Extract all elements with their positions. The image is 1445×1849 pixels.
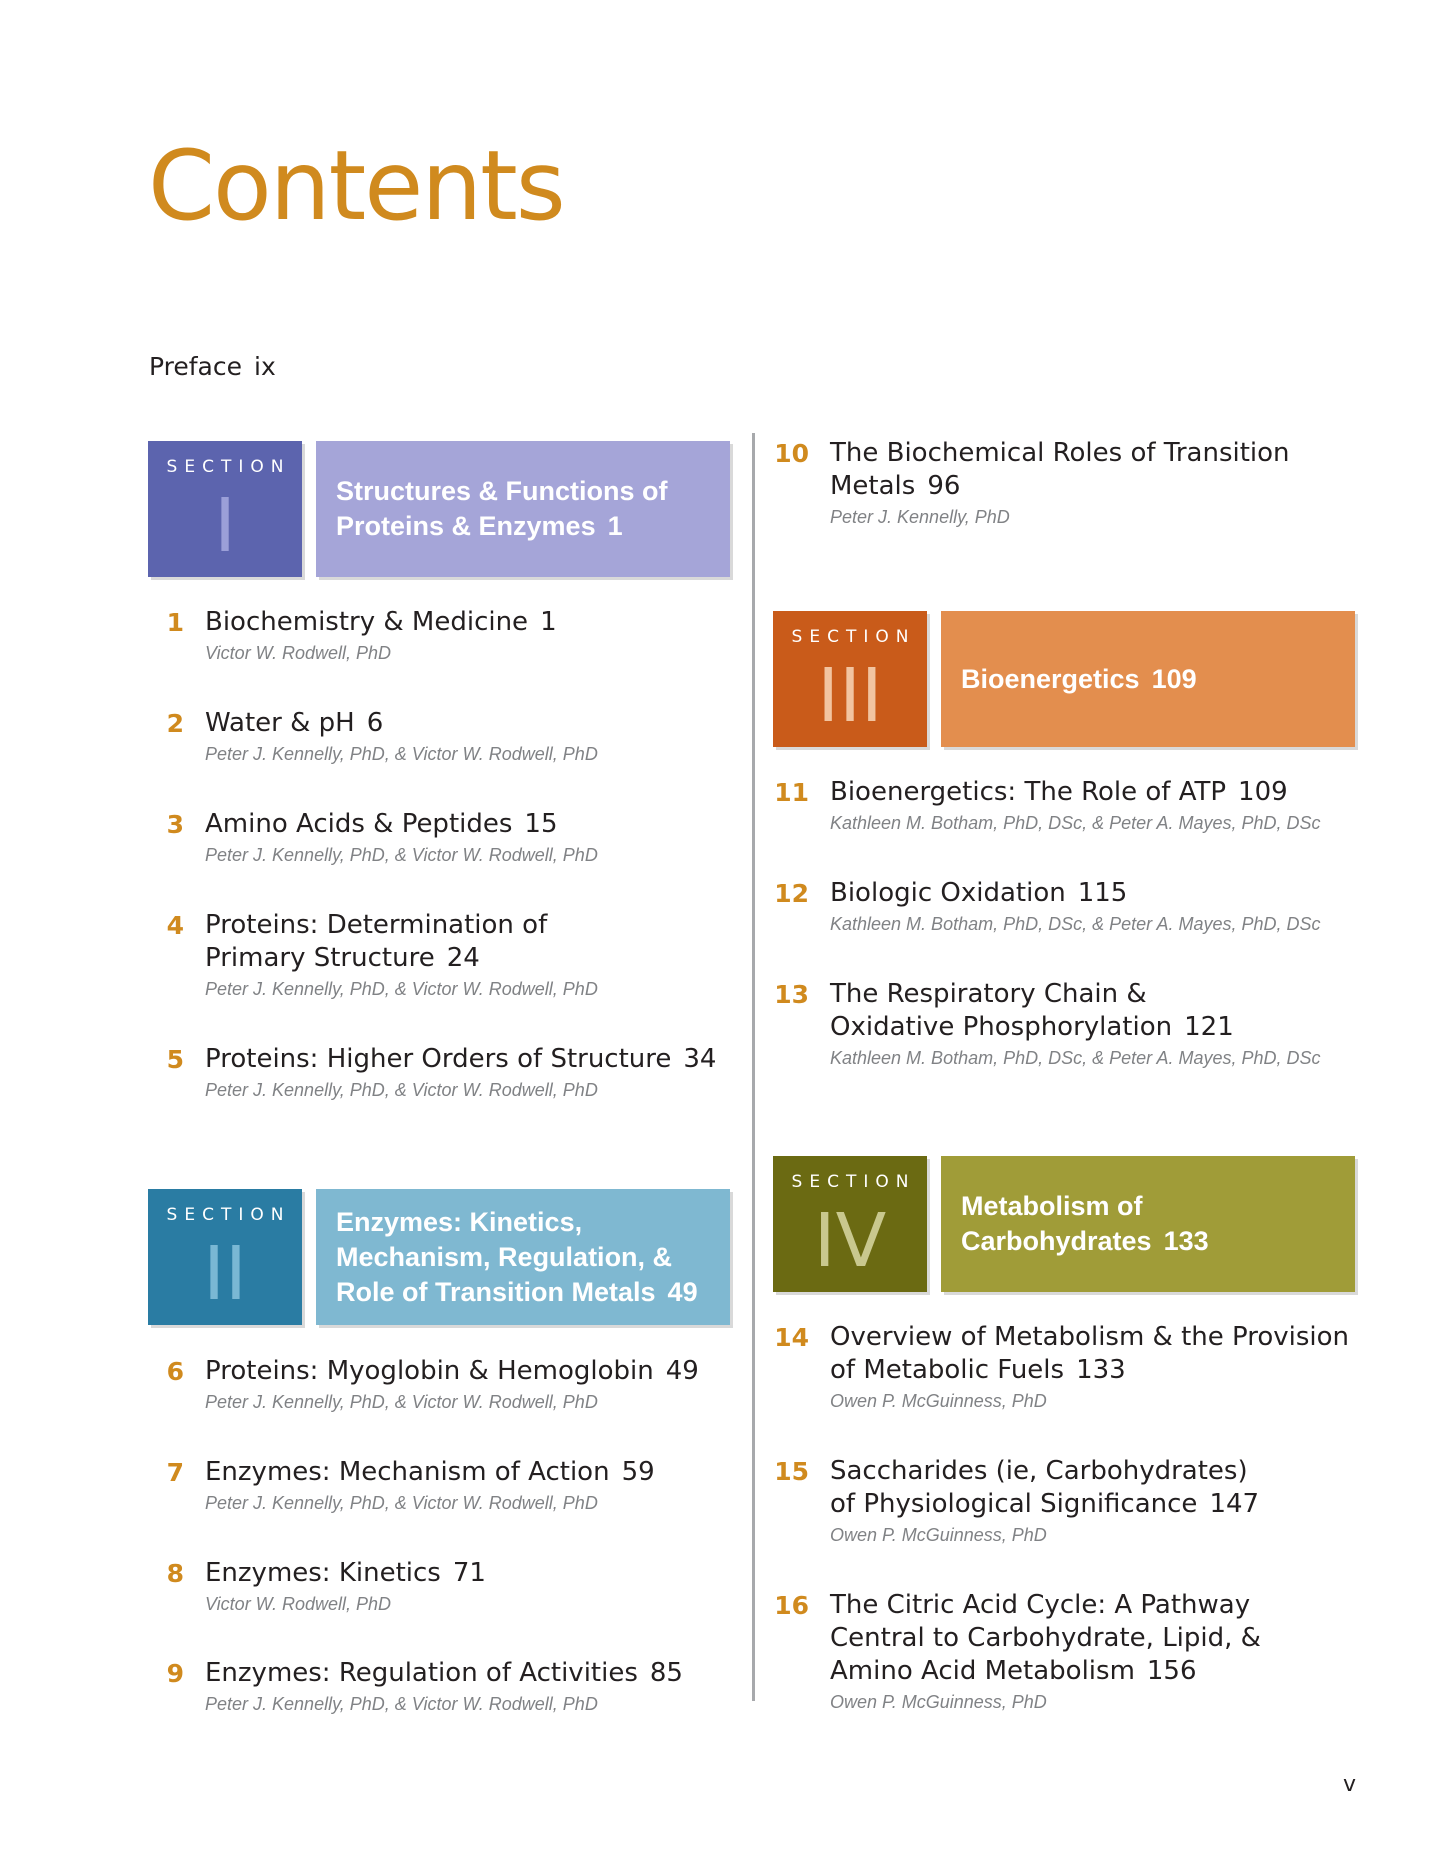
chapter-page: 49	[665, 1356, 699, 1386]
chapter-title	[205, 606, 728, 639]
chapter-page: 156	[1146, 1656, 1197, 1686]
chapter-entry[interactable]	[148, 1355, 728, 1414]
chapter-page: 96	[927, 471, 961, 501]
section-header-1[interactable]	[148, 441, 730, 577]
section-box	[773, 1156, 927, 1292]
chapter-title-text: The Citric Acid Cycle: A Pathway Central to Carbohydrate, Lipid, & Amino Acid Metabolism	[830, 1590, 1261, 1686]
chapter-author: Victor W. Rodwell, PhD	[205, 1594, 392, 1614]
chapter-author: Kathleen M. Botham, PhD, DSc, & Peter A. Mayes, PhD, DSc	[830, 813, 1321, 833]
chapter-number: 16	[774, 1591, 809, 1620]
chapter-entry[interactable]	[148, 909, 728, 1001]
chapter-author: Owen P. McGuinness, PhD	[830, 1391, 1047, 1411]
section-label: SECTION	[166, 457, 291, 477]
chapter-entry[interactable]	[148, 808, 728, 867]
chapter-title	[205, 1456, 728, 1489]
chapter-title	[830, 437, 1300, 503]
chapter-number: 13	[774, 980, 809, 1009]
section-header-2[interactable]	[148, 1189, 730, 1325]
chapter-author: Kathleen M. Botham, PhD, DSc, & Peter A. Mayes, PhD, DSc	[830, 1048, 1321, 1068]
section-numeral: I	[214, 483, 236, 569]
section-title-text: Metabolism of Carbohydrates	[961, 1191, 1152, 1256]
chapter-number: 7	[166, 1458, 184, 1487]
chapter-entry[interactable]	[773, 437, 1373, 529]
section-title	[336, 474, 676, 544]
chapter-title-text: Proteins: Myoglobin & Hemoglobin	[205, 1356, 654, 1386]
chapter-title-text: Biochemistry & Medicine	[205, 607, 529, 637]
section-title-box	[316, 441, 730, 577]
chapter-entry[interactable]	[148, 1657, 728, 1716]
chapter-title	[830, 1321, 1350, 1387]
chapter-number: 5	[166, 1045, 184, 1074]
chapter-entry[interactable]	[148, 606, 728, 665]
chapter-number: 14	[774, 1323, 809, 1352]
section-title-text: Enzymes: Kinetics, Mechanism, Regulation, & Role of Transition Metals	[336, 1206, 673, 1307]
section-title	[336, 1205, 716, 1310]
chapter-title-text: Proteins: Determination of Primary Structure	[205, 910, 548, 973]
chapter-entry[interactable]	[773, 877, 1373, 936]
chapter-author: Peter J. Kennelly, PhD, & Victor W. Rodwell, PhD	[205, 979, 598, 999]
chapter-page: 1	[540, 607, 557, 637]
chapter-number: 4	[166, 911, 184, 940]
chapter-number: 9	[166, 1659, 184, 1688]
chapter-page: 59	[621, 1457, 655, 1487]
chapter-page: 71	[452, 1558, 486, 1588]
chapter-title	[205, 1355, 728, 1388]
chapter-title-text: Overview of Metabolism & the Provision of Metabolic Fuels	[830, 1322, 1350, 1385]
section-page: 133	[1163, 1226, 1209, 1256]
section-label: SECTION	[791, 1172, 916, 1192]
section-box	[773, 611, 927, 747]
chapter-title	[205, 808, 728, 841]
chapter-title-text: Saccharides (ie, Carbohydrates) of Physiological Significance	[830, 1456, 1248, 1519]
chapter-page: 85	[649, 1658, 683, 1688]
chapter-author: Peter J. Kennelly, PhD, & Victor W. Rodwell, PhD	[205, 845, 598, 865]
chapter-title-text: Bioenergetics: The Role of ATP	[830, 777, 1227, 807]
chapter-number: 12	[774, 879, 809, 908]
preface-label: Preface	[149, 352, 242, 381]
section-box	[148, 1189, 302, 1325]
chapter-author: Kathleen M. Botham, PhD, DSc, & Peter A. Mayes, PhD, DSc	[830, 914, 1321, 934]
chapter-title-text: Biologic Oxidation	[830, 878, 1066, 908]
chapter-page: 147	[1209, 1489, 1260, 1519]
chapter-page: 34	[683, 1044, 717, 1074]
chapter-entry[interactable]	[773, 1589, 1373, 1714]
chapter-title	[205, 1043, 728, 1076]
section-title	[961, 662, 1197, 697]
chapter-author: Peter J. Kennelly, PhD, & Victor W. Rodwell, PhD	[205, 1493, 598, 1513]
section-page: 49	[667, 1276, 698, 1307]
chapter-title	[830, 1455, 1270, 1521]
chapter-entry[interactable]	[773, 978, 1373, 1070]
section-label: SECTION	[166, 1205, 291, 1225]
section-title-box	[941, 1156, 1355, 1292]
chapter-title-text: Water & pH	[205, 708, 355, 738]
section-page: 109	[1151, 663, 1197, 694]
chapter-number: 15	[774, 1457, 809, 1486]
chapter-page: 6	[366, 708, 384, 738]
chapter-author: Peter J. Kennelly, PhD, & Victor W. Rodwell, PhD	[205, 1392, 598, 1412]
chapter-page: 121	[1184, 1012, 1234, 1042]
section-title-text: Structures & Functions of Proteins & Enzymes	[336, 476, 668, 541]
chapter-title-text: The Biochemical Roles of Transition Metals	[830, 438, 1290, 501]
chapter-entry[interactable]	[148, 1043, 728, 1102]
section-page: 1	[607, 511, 623, 541]
page-number: v	[1343, 1772, 1357, 1797]
chapter-author: Owen P. McGuinness, PhD	[830, 1692, 1047, 1712]
chapter-author: Peter J. Kennelly, PhD, & Victor W. Rodwell, PhD	[205, 1080, 598, 1100]
chapter-number: 3	[166, 810, 184, 839]
page-title: Contents	[148, 130, 564, 242]
chapter-page: 24	[446, 943, 480, 973]
chapter-number: 11	[774, 778, 809, 807]
section-title-box	[316, 1189, 730, 1325]
chapter-author: Victor W. Rodwell, PhD	[205, 643, 392, 663]
chapter-author: Peter J. Kennelly, PhD, & Victor W. Rodwell, PhD	[205, 744, 598, 764]
preface-entry[interactable]	[149, 352, 276, 381]
section-numeral: III	[817, 653, 883, 739]
column-divider	[752, 433, 755, 1701]
chapter-page: 133	[1076, 1355, 1126, 1385]
chapter-entry[interactable]	[148, 1456, 728, 1515]
chapter-number: 2	[166, 709, 184, 738]
chapter-title	[830, 877, 1373, 910]
chapter-title	[205, 1657, 728, 1690]
section-title	[961, 1189, 1241, 1259]
chapter-number: 8	[166, 1559, 184, 1588]
section-numeral: II	[203, 1231, 247, 1317]
chapter-title-text: Enzymes: Mechanism of Action	[205, 1457, 610, 1487]
chapter-number: 1	[166, 608, 184, 637]
section-header-4[interactable]	[773, 1156, 1355, 1292]
section-label: SECTION	[791, 627, 916, 647]
chapter-title	[205, 707, 728, 740]
section-title-box	[941, 611, 1355, 747]
chapter-entry[interactable]	[773, 1455, 1373, 1547]
chapter-title	[205, 1557, 728, 1590]
chapter-title-text: Enzymes: Regulation of Activities	[205, 1658, 638, 1688]
chapter-title	[830, 1589, 1310, 1688]
section-numeral: IV	[813, 1198, 887, 1284]
chapter-title	[830, 776, 1373, 809]
chapter-number: 10	[774, 439, 809, 468]
chapter-author: Owen P. McGuinness, PhD	[830, 1525, 1047, 1545]
chapter-entry[interactable]	[773, 1321, 1373, 1413]
chapter-title	[830, 978, 1270, 1044]
chapter-title-text: The Respiratory Chain & Oxidative Phosphorylation	[830, 979, 1173, 1042]
chapter-author: Peter J. Kennelly, PhD, & Victor W. Rodwell, PhD	[205, 1694, 598, 1714]
chapter-title-text: Enzymes: Kinetics	[205, 1558, 441, 1588]
chapter-number: 6	[166, 1357, 184, 1386]
chapter-author: Peter J. Kennelly, PhD	[830, 507, 1010, 527]
chapter-entry[interactable]	[148, 707, 728, 766]
chapter-page: 15	[524, 809, 558, 839]
section-header-3[interactable]	[773, 611, 1355, 747]
chapter-entry[interactable]	[148, 1557, 728, 1616]
chapter-entry[interactable]	[773, 776, 1373, 835]
chapter-page: 115	[1077, 878, 1128, 908]
chapter-page: 109	[1238, 777, 1288, 807]
section-box	[148, 441, 302, 577]
section-title-text: Bioenergetics	[961, 663, 1140, 694]
chapter-title	[205, 909, 645, 975]
chapter-title-text: Proteins: Higher Orders of Structure	[205, 1044, 672, 1074]
chapter-title-text: Amino Acids & Peptides	[205, 809, 513, 839]
preface-page: ix	[254, 352, 276, 381]
